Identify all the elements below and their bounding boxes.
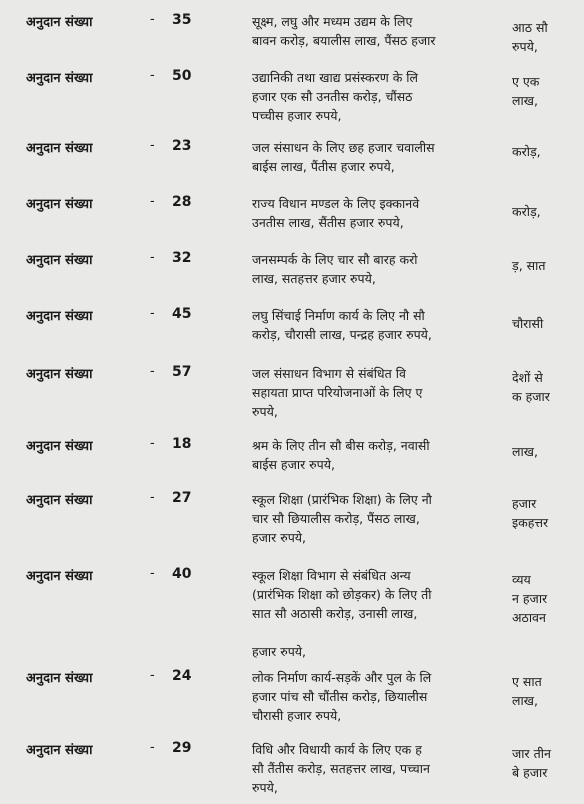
side-text-line: देशों से bbox=[512, 370, 543, 385]
grant-description bbox=[252, 566, 514, 661]
description-line: रुपये, bbox=[252, 404, 278, 419]
description-line: बाईस हजार रुपये, bbox=[252, 457, 335, 472]
side-text-line: ए सात bbox=[512, 674, 542, 689]
side-text-line: व्यय bbox=[512, 572, 531, 587]
side-text-line: करोड़, bbox=[512, 204, 541, 219]
grant-number: 50 bbox=[172, 68, 192, 84]
side-text-line: आठ सौ bbox=[512, 20, 548, 35]
grant-dash: - bbox=[150, 490, 155, 505]
grant-side-text bbox=[512, 494, 582, 532]
description-line bbox=[252, 623, 514, 642]
grant-description bbox=[252, 194, 514, 232]
grant-description bbox=[252, 250, 514, 288]
description-line: रुपये, bbox=[252, 780, 278, 795]
grant-label: अनुदान संख्या bbox=[26, 309, 93, 324]
grant-number: 27 bbox=[172, 490, 192, 506]
description-line: लाख, सतहत्तर हजार रुपये, bbox=[252, 271, 376, 286]
grant-dash: - bbox=[150, 566, 155, 581]
grant-label: अनुदान संख्या bbox=[26, 15, 93, 30]
grant-number: 57 bbox=[172, 364, 192, 380]
grant-label: अनुदान संख्या bbox=[26, 71, 93, 86]
grant-side-text bbox=[512, 314, 582, 333]
grant-dash: - bbox=[150, 436, 155, 451]
grant-side-text bbox=[512, 570, 582, 627]
side-text-line: करोड़, bbox=[512, 144, 541, 159]
grant-side-text bbox=[512, 442, 582, 461]
description-line: लोक निर्माण कार्य-सड़कें और पुल के लि bbox=[252, 670, 432, 685]
grant-number: 23 bbox=[172, 138, 192, 154]
description-line: राज्य विधान मण्डल के लिए इक्कानवे bbox=[252, 196, 420, 211]
grant-label: अनुदान संख्या bbox=[26, 141, 93, 156]
side-text-line: बे हजार bbox=[512, 765, 548, 780]
description-line: हजार पांच सौ चौंतीस करोड़, छियालीस bbox=[252, 689, 428, 704]
description-line: उद्यानिकी तथा खाद्य प्रसंस्करण के लि bbox=[252, 70, 419, 85]
grant-dash: - bbox=[150, 138, 155, 153]
side-text-line: ड़, सात bbox=[512, 258, 546, 273]
description-line: सूक्ष्म, लघु और मध्यम उद्यम के लिए bbox=[252, 14, 413, 29]
side-text-line: अठावन bbox=[512, 610, 546, 625]
description-line: बाईस लाख, पैंतीस हजार रुपये, bbox=[252, 159, 395, 174]
description-line: सहायता प्राप्त परियोजनाओं के लिए ए bbox=[252, 385, 423, 400]
side-text-line: हजार bbox=[512, 496, 537, 511]
grant-description bbox=[252, 138, 514, 176]
grant-side-text bbox=[512, 72, 582, 110]
grant-number: 24 bbox=[172, 668, 192, 684]
description-line: (प्रारंभिक शिक्षा को छोड़कर) के लिए ती bbox=[252, 587, 432, 602]
grant-label: अनुदान संख्या bbox=[26, 569, 93, 584]
description-line: हजार रुपये, bbox=[252, 644, 307, 659]
grant-dash: - bbox=[150, 194, 155, 209]
grant-label: अनुदान संख्या bbox=[26, 493, 93, 508]
grant-dash: - bbox=[150, 364, 155, 379]
grant-label: अनुदान संख्या bbox=[26, 743, 93, 758]
grant-description bbox=[252, 306, 514, 344]
grant-number: 35 bbox=[172, 12, 192, 28]
side-text-line: इकहत्तर bbox=[512, 515, 549, 530]
side-text-line: रुपये, bbox=[512, 39, 538, 54]
grant-side-text bbox=[512, 142, 582, 161]
grant-number: 45 bbox=[172, 306, 192, 322]
side-text-line: ए एक bbox=[512, 74, 540, 89]
grant-dash: - bbox=[150, 306, 155, 321]
side-text-line: न हजार bbox=[512, 591, 548, 606]
description-line: करोड़, चौरासी लाख, पन्द्रह हजार रुपये, bbox=[252, 327, 432, 342]
grant-label: अनुदान संख्या bbox=[26, 671, 93, 686]
side-text-line: चौरासी bbox=[512, 316, 544, 331]
description-line: चौरासी हजार रुपये, bbox=[252, 708, 342, 723]
grant-side-text bbox=[512, 672, 582, 710]
grant-side-text bbox=[512, 18, 582, 56]
grant-number: 32 bbox=[172, 250, 192, 266]
description-line: जल संसाधन विभाग से संबंधित वि bbox=[252, 366, 406, 381]
grant-label: अनुदान संख्या bbox=[26, 367, 93, 382]
description-line: बावन करोड़, बयालीस लाख, पैंसठ हजार bbox=[252, 33, 436, 48]
description-line: लघु सिंचाई निर्माण कार्य के लिए नौ सौ bbox=[252, 308, 425, 323]
description-line: चार सौ छियालीस करोड़, पैंसठ लाख, bbox=[252, 511, 420, 526]
grant-label: अनुदान संख्या bbox=[26, 439, 93, 454]
side-text-line: लाख, bbox=[512, 444, 538, 459]
grant-label: अनुदान संख्या bbox=[26, 197, 93, 212]
grant-side-text bbox=[512, 744, 582, 782]
description-line: हजार एक सौ उनतीस करोड़, चौंसठ bbox=[252, 89, 413, 104]
description-line: स्कूल शिक्षा विभाग से संबंधित अन्य bbox=[252, 568, 411, 583]
grant-dash: - bbox=[150, 668, 155, 683]
grant-description bbox=[252, 12, 514, 50]
grant-description bbox=[252, 364, 514, 421]
grant-description bbox=[252, 490, 514, 547]
grant-number: 29 bbox=[172, 740, 192, 756]
grant-side-text bbox=[512, 368, 582, 406]
description-line: जल संसाधन के लिए छह हजार चवालीस bbox=[252, 140, 435, 155]
side-text-line: क हजार bbox=[512, 389, 550, 404]
grant-side-text bbox=[512, 202, 582, 221]
side-text-line: लाख, bbox=[512, 93, 538, 108]
description-line: विधि और विधायी कार्य के लिए एक ह bbox=[252, 742, 422, 757]
grant-dash: - bbox=[150, 740, 155, 755]
description-line: हजार रुपये, bbox=[252, 530, 307, 545]
grant-description bbox=[252, 668, 514, 725]
grant-description bbox=[252, 740, 514, 797]
description-line: श्रम के लिए तीन सौ बीस करोड़, नवासी bbox=[252, 438, 430, 453]
grant-description bbox=[252, 68, 514, 125]
grant-label: अनुदान संख्या bbox=[26, 253, 93, 268]
description-line: सौ तैंतीस करोड़, सतहत्तर लाख, पच्चान bbox=[252, 761, 430, 776]
grant-number: 28 bbox=[172, 194, 192, 210]
grant-number: 40 bbox=[172, 566, 192, 582]
side-text-line: जार तीन bbox=[512, 746, 551, 761]
grant-description bbox=[252, 436, 514, 474]
grant-dash: - bbox=[150, 12, 155, 27]
description-line: उनतीस लाख, सैंतीस हजार रुपये, bbox=[252, 215, 404, 230]
grant-number: 18 bbox=[172, 436, 192, 452]
description-line: स्कूल शिक्षा (प्रारंभिक शिक्षा) के लिए नौ bbox=[252, 492, 432, 507]
grant-side-text bbox=[512, 256, 582, 275]
side-text-line: लाख, bbox=[512, 693, 538, 708]
description-line: सात सौ अठासी करोड़, उनासी लाख, bbox=[252, 606, 418, 621]
description-line: जनसम्पर्क के लिए चार सौ बारह करो bbox=[252, 252, 418, 267]
grant-dash: - bbox=[150, 250, 155, 265]
grant-dash: - bbox=[150, 68, 155, 83]
description-line: पच्चीस हजार रुपये, bbox=[252, 108, 342, 123]
